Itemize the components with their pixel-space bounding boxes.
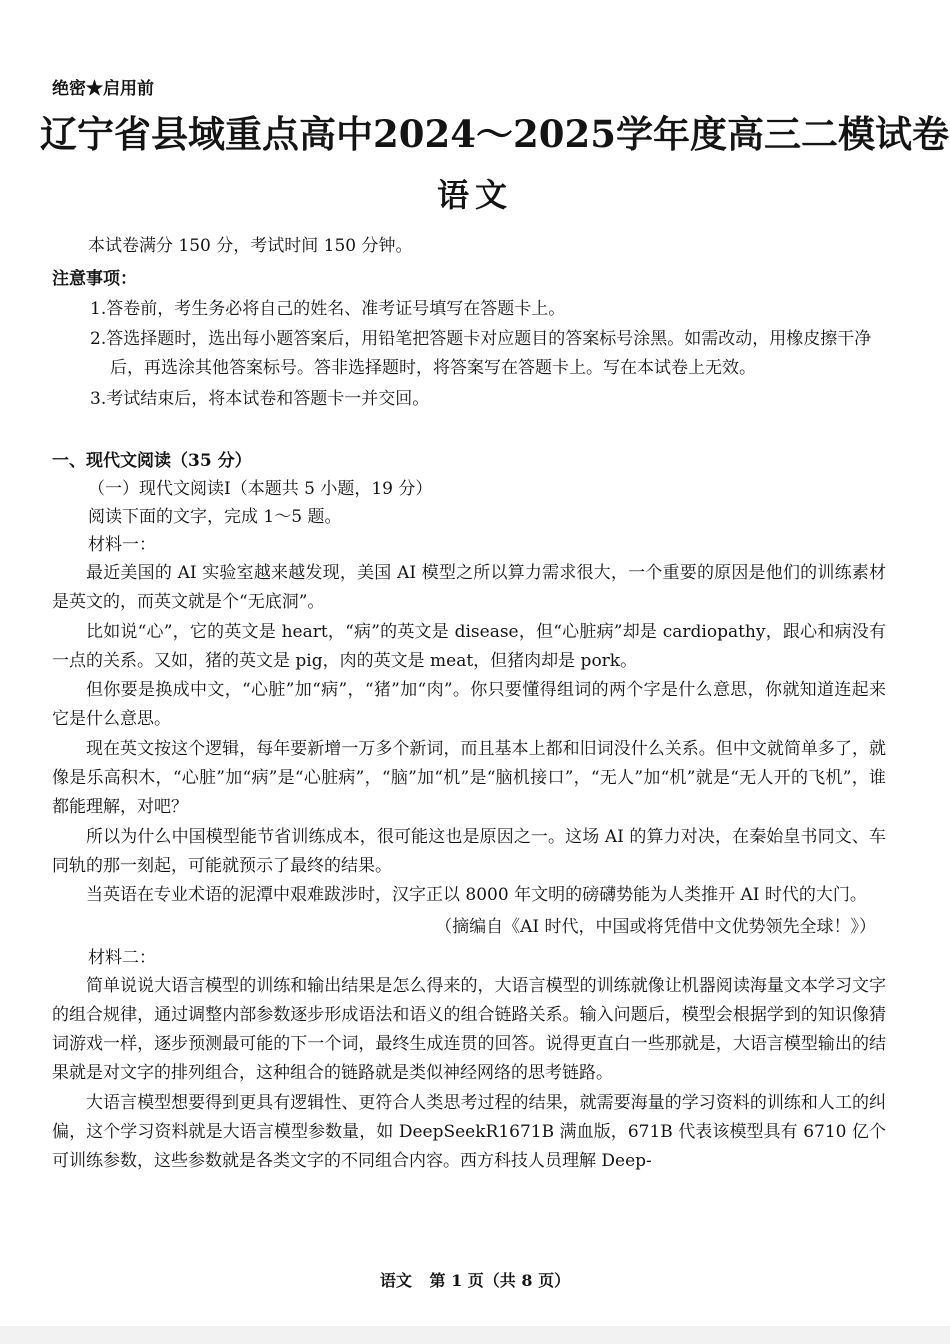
exam-intro: 本试卷满分 150 分，考试时间 150 分钟。 — [88, 236, 413, 256]
material-paragraph: 现在英文按这个逻辑，每年要新增一万多个新词，而且基本上都和旧词没什么关系。但中文就简单多了，就像是乐高积木，“心脏”加“病”是“心脏病”，“脑”加“机”是“脑机接口”，“无人”加“机”就是“无人开的飞机”，谁都能理解，对吧？ — [52, 738, 886, 818]
footer-page-number: 第 1 页（共 8 页） — [429, 1271, 571, 1290]
material-label: 材料二： — [88, 947, 156, 968]
instruction: 阅读下面的文字，完成 1～5 题。 — [88, 507, 342, 527]
material-paragraph: 比如说“心”，它的英文是 heart，“病”的英文是 disease，但“心脏病”却是 cardiopathy，跟心和病没有一点的关系。又如，猪的英文是 pig，肉的英文是 meat，但猪肉却是 pork。 — [52, 621, 886, 671]
notice-item: 2.答选择题时，选出每小题答案后，用铅笔把答题卡对应题目的答案标号涂黑。如需改动，用橡皮擦干净后，再选涂其他答案标号。答非选择题时，将答案写在答题卡上。写在本试卷上无效。 — [90, 329, 872, 378]
material-paragraph: 大语言模型想要得到更具有逻辑性、更符合人类思考过程的结果，就需要海量的学习资料的训练和人工的纠偏，这个学习资料就是大语言模型参数量，如 DeepSeekR1671B 满血版，671B 代表该模型具有 6710 亿个可训练参数，这些参数就是各类文字的不同组合内容。西方科技人员理解 Deep- — [52, 1092, 886, 1172]
footer-subject: 语文 — [379, 1271, 412, 1290]
confidential-label: 绝密★启用前 — [52, 79, 154, 99]
material-source: （摘编自《AI 时代，中国或将凭借中文优势领先全球！》） — [435, 916, 876, 937]
subsection-title: （一）现代文阅读Ⅰ（本题共 5 小题，19 分） — [88, 479, 433, 499]
exam-body — [52, 232, 886, 1177]
section-title: 一、现代文阅读（35 分） — [52, 451, 252, 471]
material-paragraph: 所以为什么中国模型能节省训练成本，很可能这也是原因之一。这场 AI 的算力对决，在秦始皇书同文、车同轨的那一刻起，可能就预示了最终的结果。 — [52, 826, 886, 876]
page-footer — [0, 1268, 950, 1291]
material-label: 材料一： — [88, 535, 156, 555]
notice-item: 1.答卷前，考生务必将自己的姓名、准考证号填写在答题卡上。 — [90, 299, 566, 319]
notice-title: 注意事项： — [52, 269, 137, 289]
material-paragraph: 简单说说大语言模型的训练和输出结果是怎么得来的，大语言模型的训练就像让机器阅读海量文本学习文字的组合规律，通过调整内部参数逐步形成语法和语义的组合链路关系。输入问题后，模型会根据学到的知识像猜词游戏一样，逐步预测最可能的下一个词，最终生成连贯的回答。说得更直白一些那就是，大语言模型输出的结果就是对文字的排列组合，这种组合的链路就是类似神经网络的思考链路。 — [52, 975, 886, 1084]
exam-title: 辽宁省县域重点高中2024～2025学年度高三二模试卷 — [40, 112, 949, 156]
subject-heading: 语文 — [436, 176, 513, 214]
material-paragraph: 但你要是换成中文，“心脏”加“病”，“猪”加“肉”。你只要懂得组词的两个字是什么意思，你就知道连起来它是什么意思。 — [52, 680, 886, 730]
material-paragraph: 当英语在专业术语的泥潭中艰难跋涉时，汉字正以 8000 年文明的磅礴势能为人类推开 AI 时代的大门。 — [86, 885, 867, 906]
material-paragraph: 最近美国的 AI 实验室越来越发现，美国 AI 模型之所以算力需求很大，一个重要的原因是他们的训练素材是英文的，而英文就是个“无底洞”。 — [52, 563, 886, 613]
scan-bottom-edge — [0, 1326, 950, 1344]
notice-item: 3.考试结束后，将本试卷和答题卡一并交回。 — [90, 389, 430, 409]
